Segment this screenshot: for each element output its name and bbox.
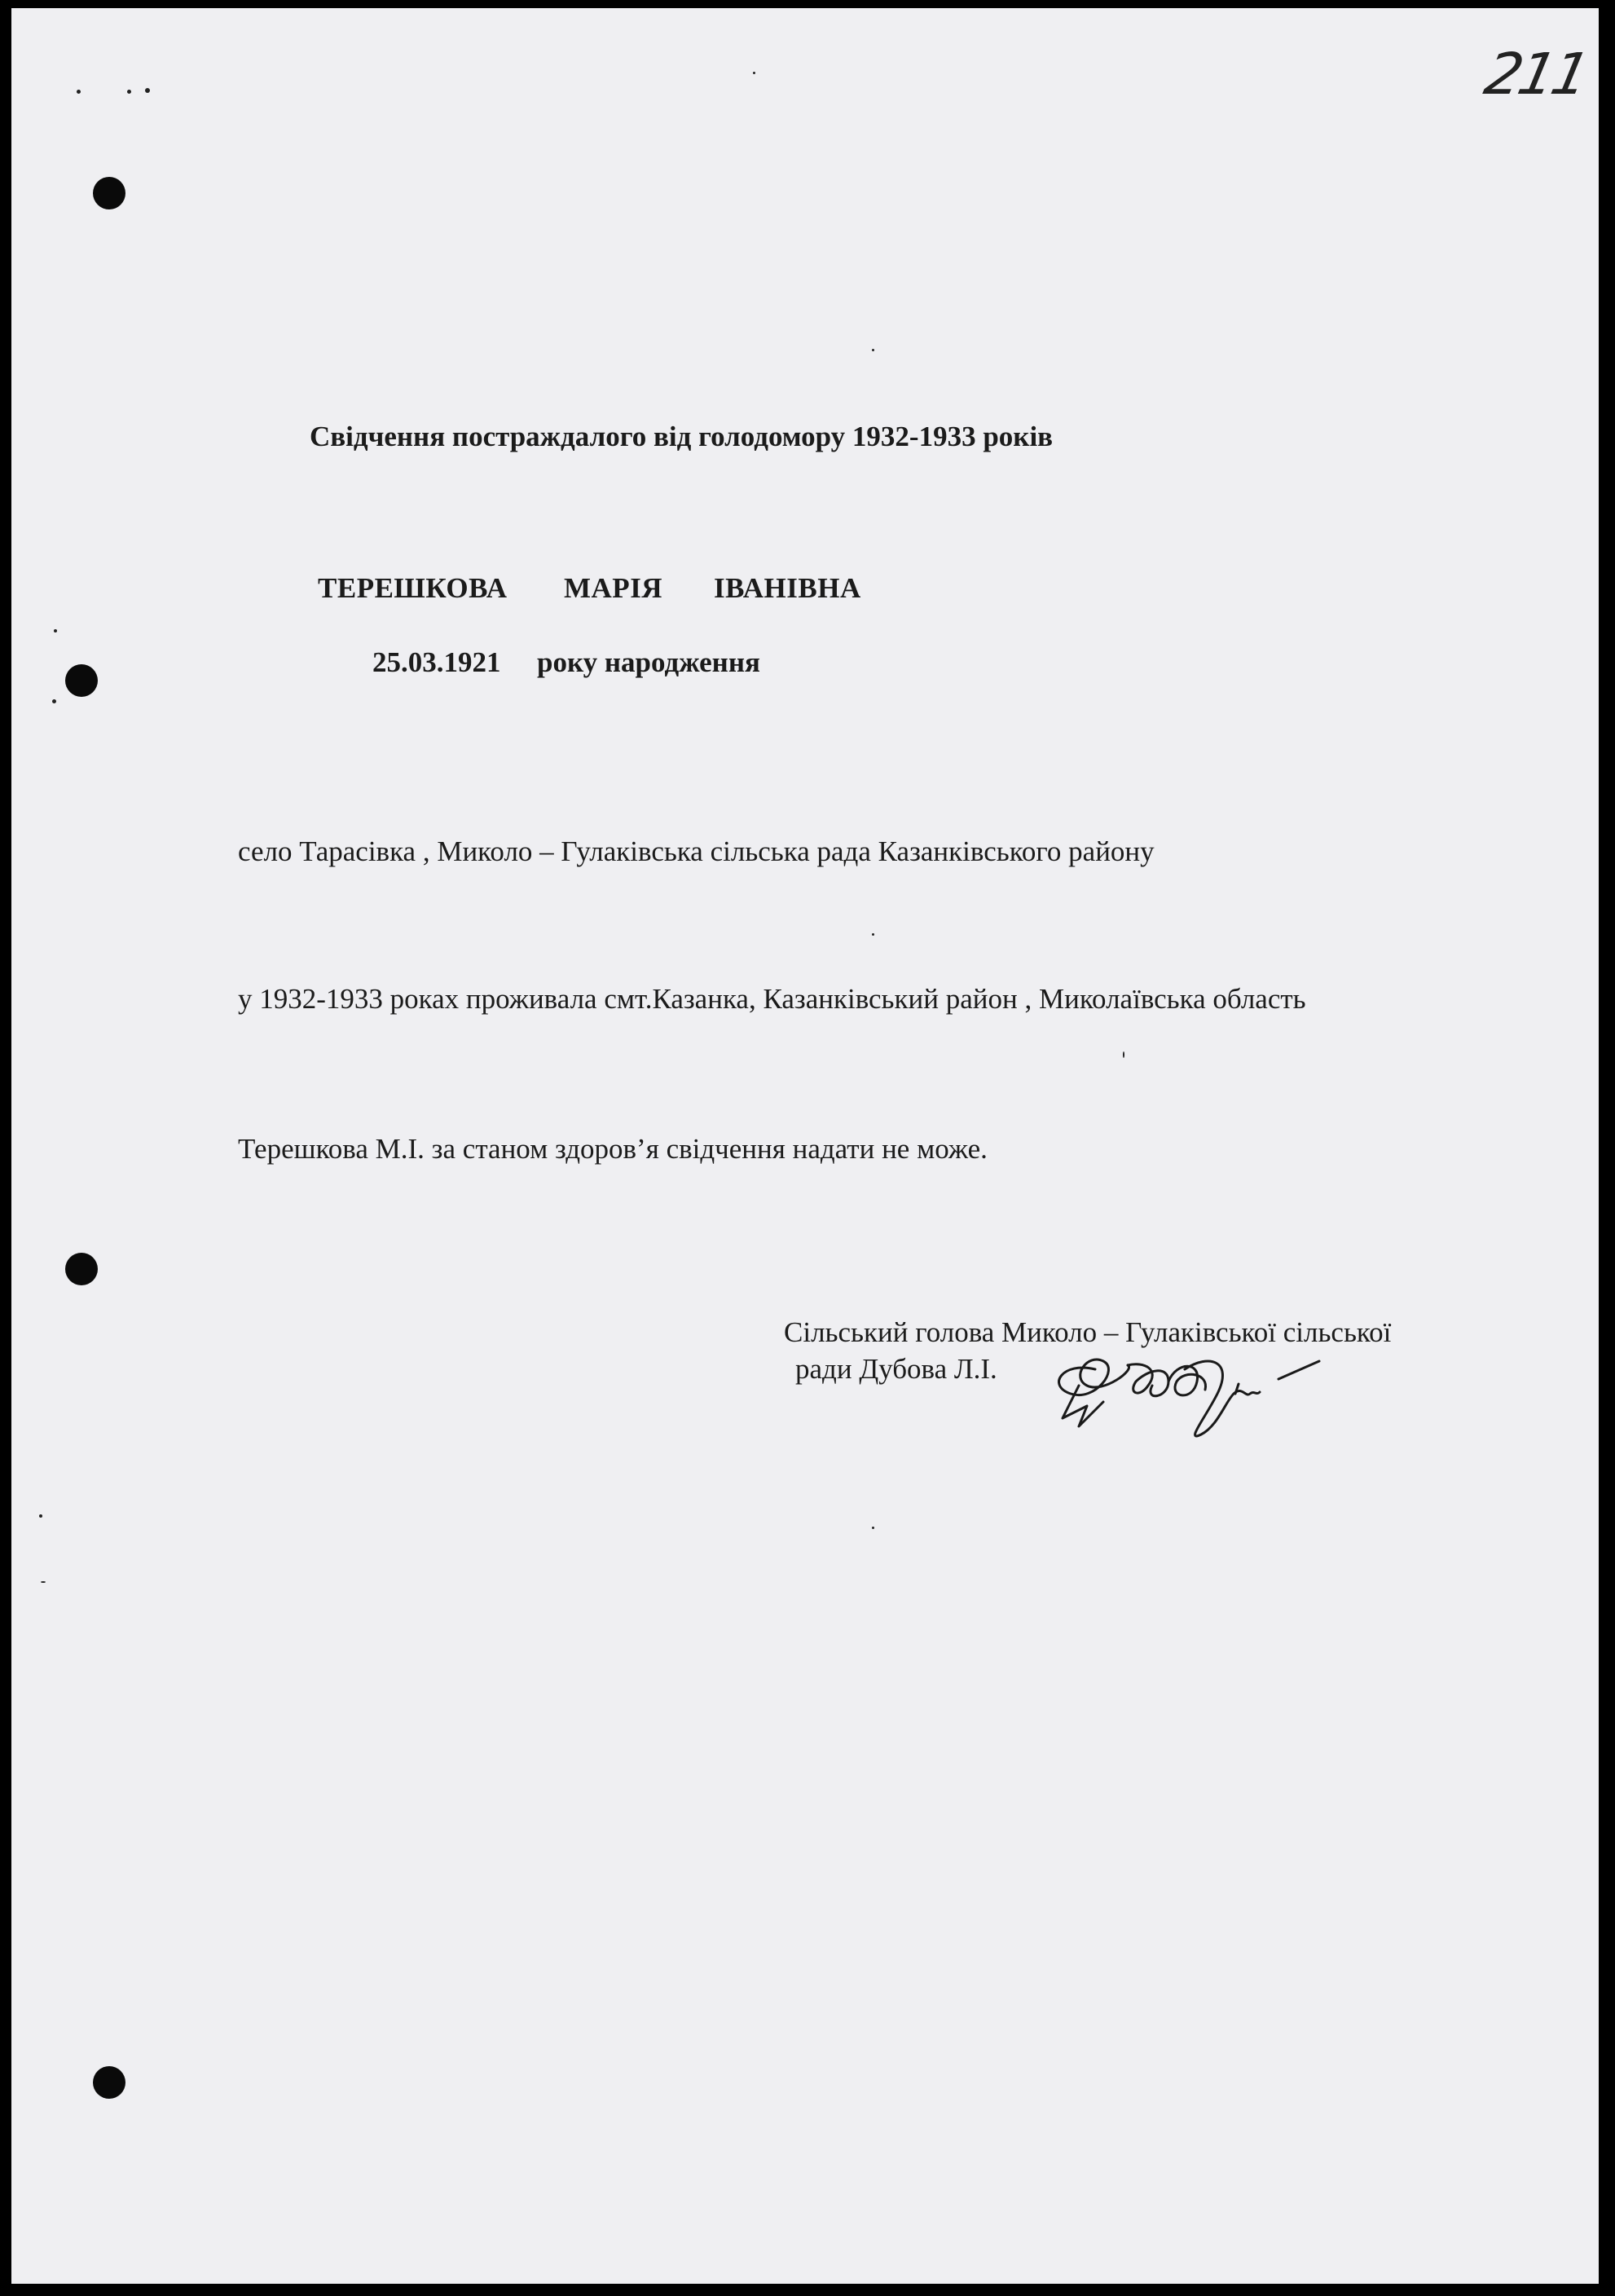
person-surname: ТЕРЕШКОВА (318, 572, 508, 604)
residence-line: село Тарасівка , Миколо – Гулаківська сільська рада Казанківського району (238, 835, 1155, 867)
speck (127, 90, 131, 94)
handwritten-signature (1046, 1337, 1340, 1443)
speck (54, 629, 57, 632)
speck (52, 699, 56, 703)
speck (41, 1581, 46, 1583)
document-page (11, 8, 1599, 2284)
document-title: Свідчення постраждалого від голодомору 1932-1933 років (310, 421, 1054, 452)
famine-residence-line: у 1932-1933 роках проживала смт.Казанка, Казанківський район , Миколаївська область (238, 983, 1306, 1015)
birth-date: 25.03.1921 (372, 646, 501, 678)
speck (145, 88, 150, 93)
page-number: 211 (1479, 41, 1593, 108)
person-first-name: МАРІЯ (564, 572, 663, 604)
punch-hole-1 (93, 177, 125, 209)
speck (753, 72, 755, 74)
punch-hole-3 (65, 1253, 98, 1285)
signatory-name: ради Дубова Л.І. (795, 1353, 997, 1385)
person-patronymic: ІВАНІВНА (714, 572, 861, 604)
speck (872, 1527, 874, 1529)
punch-hole-4 (93, 2066, 125, 2099)
speck (1123, 1051, 1124, 1058)
signatory-title: Сільський голова Миколо – Гулаківської сільської (784, 1316, 1392, 1348)
speck (39, 1514, 42, 1518)
speck (77, 90, 81, 94)
statement-line: Терешкова М.І. за станом здоров’я свідчення надати не може. (238, 1133, 988, 1165)
birth-suffix: року народження (537, 646, 760, 678)
punch-hole-2 (65, 664, 98, 697)
speck (872, 349, 874, 351)
speck (872, 933, 874, 936)
